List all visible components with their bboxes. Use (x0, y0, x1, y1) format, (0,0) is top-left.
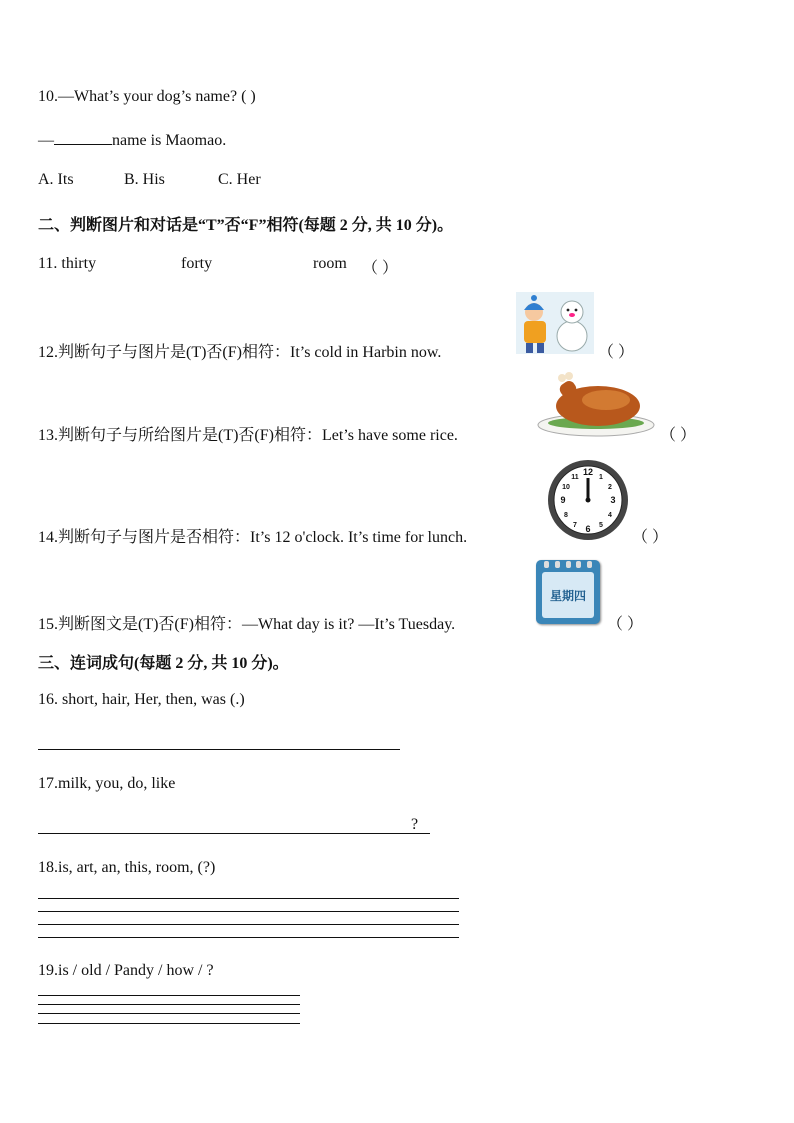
q18-answer-line[interactable] (38, 898, 459, 899)
q18-text: 18.is, art, an, this, room, (?) (38, 859, 216, 876)
clock-numeral: 11 (571, 474, 579, 481)
q15-answer-paren[interactable]: （ ） (607, 616, 644, 633)
q13-answer-paren[interactable]: （ ） (660, 427, 697, 444)
q12-text: 12.判断句子与图片是(T)否(F)相符：It’s cold in Harbin now. (38, 344, 442, 361)
q12-answer-paren[interactable]: （ ） (598, 344, 635, 361)
ring-icon (576, 561, 581, 568)
calendar-rings (544, 561, 592, 568)
snowman-child-picture (516, 292, 594, 354)
clock-picture (546, 458, 630, 542)
clock-numeral: 1 (599, 474, 603, 481)
q18-answer-line[interactable] (38, 937, 459, 938)
calendar-picture (536, 560, 600, 624)
ring-icon (555, 561, 560, 568)
q17-end-mark: ? (411, 816, 419, 833)
clock-numeral: 4 (608, 512, 612, 519)
q19-answer-line[interactable] (38, 1004, 300, 1005)
q10-answer-rest: name is Maomao. (112, 132, 227, 149)
q18-answer-line[interactable] (38, 911, 459, 912)
calendar-label: 星期四 (542, 572, 594, 618)
q17-text: 17.milk, you, do, like (38, 775, 176, 792)
clock-numeral: 10 (562, 484, 570, 491)
clock-numeral: 5 (599, 522, 603, 529)
clock-numeral: 7 (573, 522, 577, 529)
clock-numeral: 9 (560, 495, 566, 505)
ring-icon (544, 561, 549, 568)
q16-answer-line[interactable] (38, 749, 400, 750)
ring-icon (587, 561, 592, 568)
q11-word-3: room (313, 255, 347, 272)
section-2-title: 二、判断图片和对话是“T”否“F”相符(每题 2 分, 共 10 分)。 (38, 217, 454, 234)
q16-text: 16. short, hair, Her, then, was (.) (38, 691, 245, 708)
ring-icon (566, 561, 571, 568)
q14-answer-paren[interactable]: （ ） (632, 529, 669, 546)
q19-answer-line[interactable] (38, 1013, 300, 1014)
q17-answer-line[interactable] (38, 833, 430, 834)
clock-numeral: 12 (582, 467, 594, 477)
q14-text: 14.判断句子与图片是否相符：It’s 12 o'clock. It’s time for lunch. (38, 529, 468, 546)
clock-numeral: 3 (610, 495, 616, 505)
clock-numeral: 8 (564, 512, 568, 519)
q18-answer-line[interactable] (38, 924, 459, 925)
q11-word-2: forty (181, 255, 213, 272)
option-c[interactable]: C. Her (218, 171, 261, 188)
q15-text: 15.判断图文是(T)否(F)相符：—What day is it? —It’s Tuesday. (38, 616, 456, 633)
option-a[interactable]: A. Its (38, 171, 74, 188)
section-3-title: 三、连词成句(每题 2 分, 共 10 分)。 (38, 655, 289, 672)
clock-numeral: 6 (585, 524, 591, 534)
q19-answer-line[interactable] (38, 1023, 300, 1024)
q13-text: 13.判断句子与所给图片是(T)否(F)相符：Let’s have some rice. (38, 427, 458, 444)
q10-answer-line (38, 130, 226, 150)
q11-word-1: 11. thirty (38, 255, 97, 272)
q10-options (38, 171, 261, 189)
q19-answer-line[interactable] (38, 995, 300, 996)
q19-text: 19.is / old / Pandy / how / ? (38, 962, 214, 979)
option-b[interactable]: B. His (124, 171, 165, 188)
roast-turkey-picture (536, 372, 656, 438)
q10-dash: — (38, 132, 54, 149)
q10-question: 10.—What’s your dog’s name? ( ) (38, 88, 256, 105)
q10-blank[interactable] (54, 130, 112, 145)
q11-answer-paren[interactable]: （ ） (362, 260, 399, 277)
clock-numeral: 2 (608, 484, 612, 491)
